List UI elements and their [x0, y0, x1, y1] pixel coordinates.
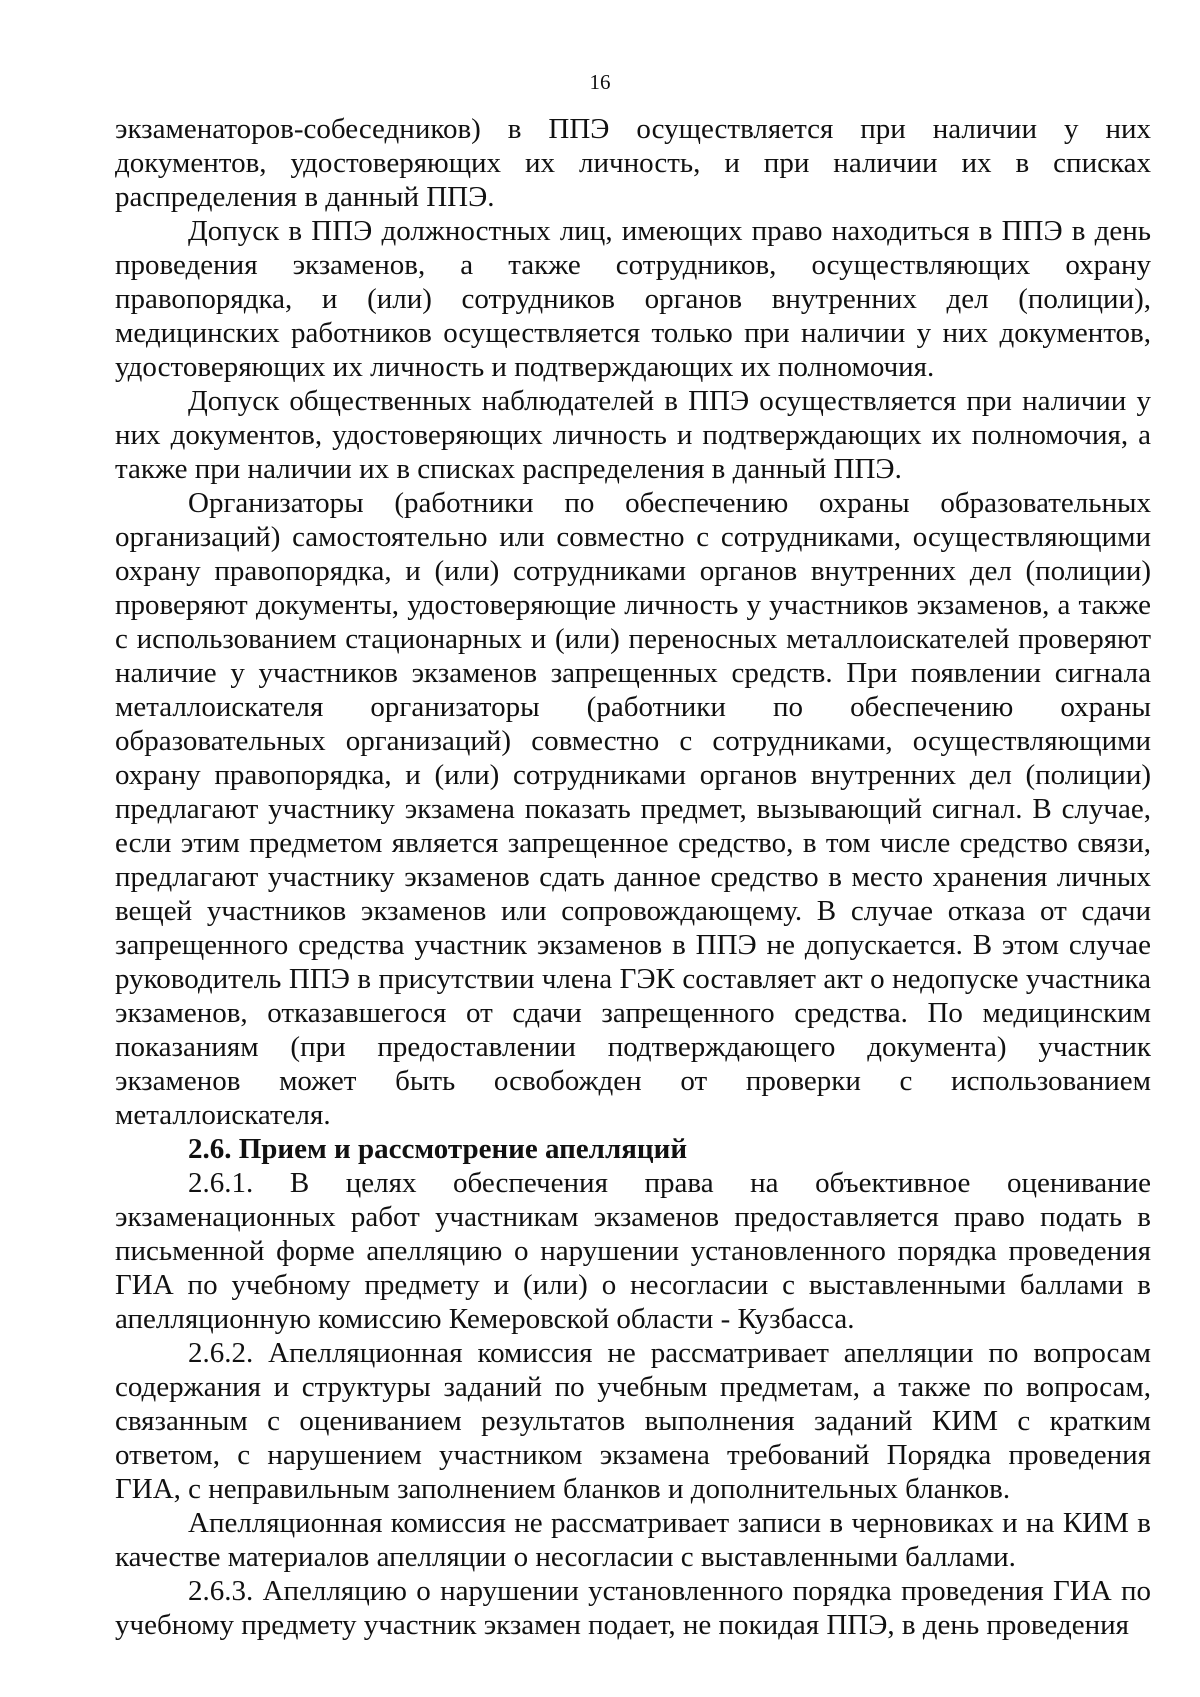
paragraph-drafts-note: Апелляционная комиссия не рассматривает записи в черновиках и на КИМ в качестве материалов апелляции о несогласии с выставленными баллами. — [115, 1507, 1151, 1573]
paragraph-2-6-2: 2.6.2. Апелляционная комиссия не рассматривает апелляции по вопросам содержания и структуры заданий по учебным предметам, а также по вопросам, связанным с оцениванием результатов выполнения заданий КИМ с кратким ответом, с нарушением участником экзамена требований Порядка проведения ГИА, с неправильным заполнением бланков и дополнительных бланков. — [115, 1337, 1151, 1505]
paragraph-officials-admission: Допуск в ППЭ должностных лиц, имеющих право находиться в ППЭ в день проведения экзаменов, а также сотрудников, осуществляющих охрану правопорядка, и (или) сотрудников органов внутренних дел (полиции), медицинских работников осуществляется только при наличии у них документов, удостоверяющих их личность и подтверждающих их полномочия. — [115, 215, 1151, 383]
section-heading: 2.6. Прием и рассмотрение апелляций — [188, 1133, 688, 1165]
paragraph-observers-admission: Допуск общественных наблюдателей в ППЭ осуществляется при наличии у них документов, удостоверяющих личность и подтверждающих их полномочия, а также при наличии их в списках распределения в данный ППЭ. — [115, 385, 1151, 485]
paragraph-continuation: экзаменаторов-собеседников) в ППЭ осуществляется при наличии у них документов, удостоверяющих их личность, и при наличии их в списках распределения в данный ППЭ. — [115, 113, 1151, 213]
paragraph-2-6-3: 2.6.3. Апелляцию о нарушении установленного порядка проведения ГИА по учебному предмету участник экзамен подает, не покидая ППЭ, в день проведения — [115, 1575, 1151, 1641]
page-number: 16 — [589, 70, 611, 94]
paragraph-organizers-check: Организаторы (работники по обеспечению охраны образовательных организаций) самостоятельно или совместно с сотрудниками, осуществляющими охрану правопорядка, и (или) сотрудниками органов внутренних дел (полиции) проверяют документы, удостоверяющие личность у участников экзаменов, а также с использованием стационарных и (или) переносных металлоискателей проверяют наличие у участников экзаменов запрещенных средств. При появлении сигнала металлоискателя организаторы (работники по обеспечению охраны образовательных организаций) совместно с сотрудниками, осуществляющими охрану правопорядка, и (или) сотрудниками органов внутренних дел (полиции) предлагают участнику экзамена показать предмет, вызывающий сигнал. В случае, если этим предметом является запрещенное средство, в том числе средство связи, предлагают участнику экзаменов сдать данное средство в место хранения личных вещей участников экзаменов или сопровождающему. В случае отказа от сдачи запрещенного средства участник экзаменов в ППЭ не допускается. В этом случае руководитель ППЭ в присутствии члена ГЭК составляет акт о недопуске участника экзаменов, отказавшегося от сдачи запрещенного средства. По медицинским показаниям (при предоставлении подтверждающего документа) участник экзаменов может быть освобожден от проверки с использованием металлоискателя. — [115, 487, 1151, 1131]
document-body — [115, 112, 1151, 1642]
paragraph-2-6-1: 2.6.1. В целях обеспечения права на объективное оценивание экзаменационных работ участникам экзаменов предоставляется право подать в письменной форме апелляцию о нарушении установленного порядка проведения ГИА по учебному предмету и (или) о несогласии с выставленными баллами в апелляционную комиссию Кемеровской области - Кузбасса. — [115, 1167, 1151, 1335]
